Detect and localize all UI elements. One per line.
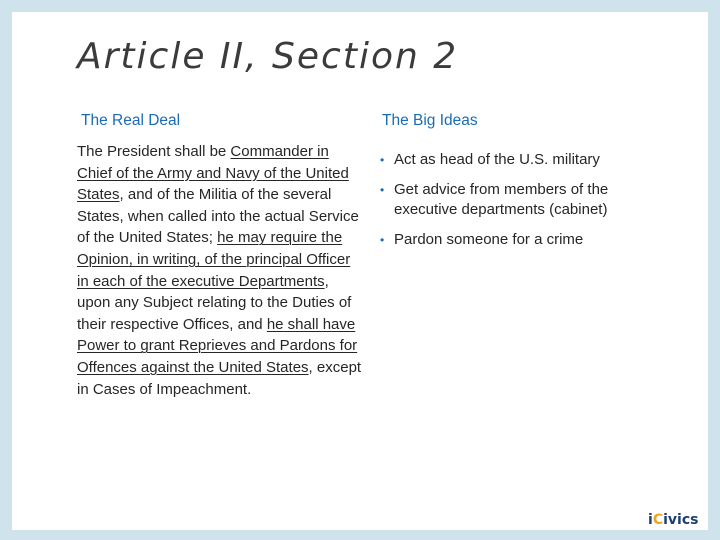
- underlined-text-segment: he may require the Opinion, in writing, of the principal Officer in each of the executive Departments: [77, 229, 351, 290]
- slide-title: Article II, Section 2: [77, 36, 459, 77]
- list-item-text: Act as head of the U.S. military: [394, 151, 600, 168]
- bullet-icon: •: [380, 233, 385, 247]
- logo-prefix: i: [648, 512, 653, 528]
- text-segment: , except in Cases of Impeachment.: [77, 358, 362, 398]
- text-segment: The President shall be: [77, 143, 231, 160]
- left-column-heading: The Real Deal: [81, 112, 181, 129]
- bullet-icon: •: [380, 183, 385, 197]
- logo-suffix: ivics: [663, 512, 699, 528]
- list-item: [380, 150, 660, 170]
- list-item: [380, 180, 660, 220]
- text-segment: , upon any Subject relating to the Duties of their respective Offices, and: [77, 272, 352, 333]
- text-segment: , and of the Militia of the several States, when called into the actual Service of the United States;: [77, 186, 359, 247]
- list-item-text: Get advice from members of the executive departments (cabinet): [394, 181, 609, 218]
- frame-top-border: [0, 0, 720, 12]
- bullet-icon: •: [380, 153, 385, 167]
- frame-bottom-border: [0, 530, 720, 540]
- icivics-logo: [648, 512, 698, 528]
- big-ideas-list: [380, 150, 660, 260]
- underlined-text-segment: Commander in Chief of the Army and Navy of the United States: [77, 143, 349, 204]
- list-item-text: Pardon someone for a crime: [394, 231, 584, 248]
- logo-accent: C: [652, 512, 664, 528]
- list-item: [380, 230, 660, 250]
- constitution-text: [77, 141, 362, 400]
- frame-left-border: [0, 0, 12, 540]
- right-column-heading: The Big Ideas: [382, 112, 478, 129]
- frame-right-border: [708, 0, 720, 540]
- underlined-text-segment: he shall have Power to grant Reprieves and Pardons for Offences against the United States: [77, 315, 358, 376]
